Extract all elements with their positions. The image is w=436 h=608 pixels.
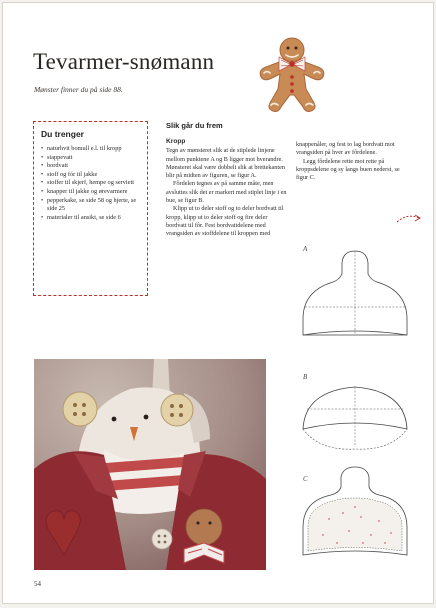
paragraph: Tegn av mønsteret slik at de stiplede linjene mellom punktene A og B ligger mot hverandre. Mønsteret skal være dobbelt slik at brettekanten blir på midten av figuren, se figur A. [166,147,285,180]
list-item: • stappevatt [41,154,141,163]
figure-label-c: C [303,475,308,483]
list-item: • pepperkake, se side 58 og hjerte, se side 25 [41,197,141,214]
pattern-figure-b [299,383,411,453]
pattern-figure-a [299,249,411,341]
figure-label-b: B [303,373,308,381]
arrow-icon [395,210,423,226]
materials-title: Du trenger [41,129,84,139]
instructions-subtitle: Kropp [166,138,186,145]
page-number: 54 [34,580,41,588]
list-item: • stoff og fór til jakke [41,171,141,180]
page [2,2,434,604]
instructions-title: Slik går du frem [166,121,223,130]
paragraph: knappenåler, og fest to lag bordvatt mot vrangsiden på hver av fôrdelene. [296,141,395,157]
pattern-figure-c [299,465,411,561]
paragraph: Legg fôrdelene rette mot rette på kroppsdelene og sy langs buen nederst, se figur C. [296,157,400,182]
paragraph: Klipp ut to deler stoff og to deler bordvatt til kropp, klipp ut to deler stoff og fire deler bordvatt til fôr. Fest bordvattdelene med vrangsiden av stoffdelene til kroppen med [166,205,284,238]
list-item: • bordvatt [41,162,141,171]
page-title: Tevarmer-snømann [33,49,215,74]
list-item: • knapper til jakke og ørevarmere [41,188,141,197]
pattern-reference: Mønster finner du på side 88. [34,85,123,94]
figure-label-a: A [303,245,308,253]
instructions-column-2 [296,141,412,182]
list-item: • naturhvit bomull e.l. til kropp [41,145,141,154]
snowman-photo [34,359,266,570]
instructions-column-1 [166,138,289,239]
list-item: • stoffer til skjerf, hempe og serviett [41,179,141,188]
gingerbread-man-icon [252,33,332,113]
paragraph: Fôrdelen tegnes av på samme måte, men avsluttes slik det er markert med stiplet linje i en bue, se figur B. [166,180,287,205]
list-item: • materialer til ansikt, se side 6 [41,214,141,223]
materials-list [41,145,141,222]
materials-box [33,121,148,296]
